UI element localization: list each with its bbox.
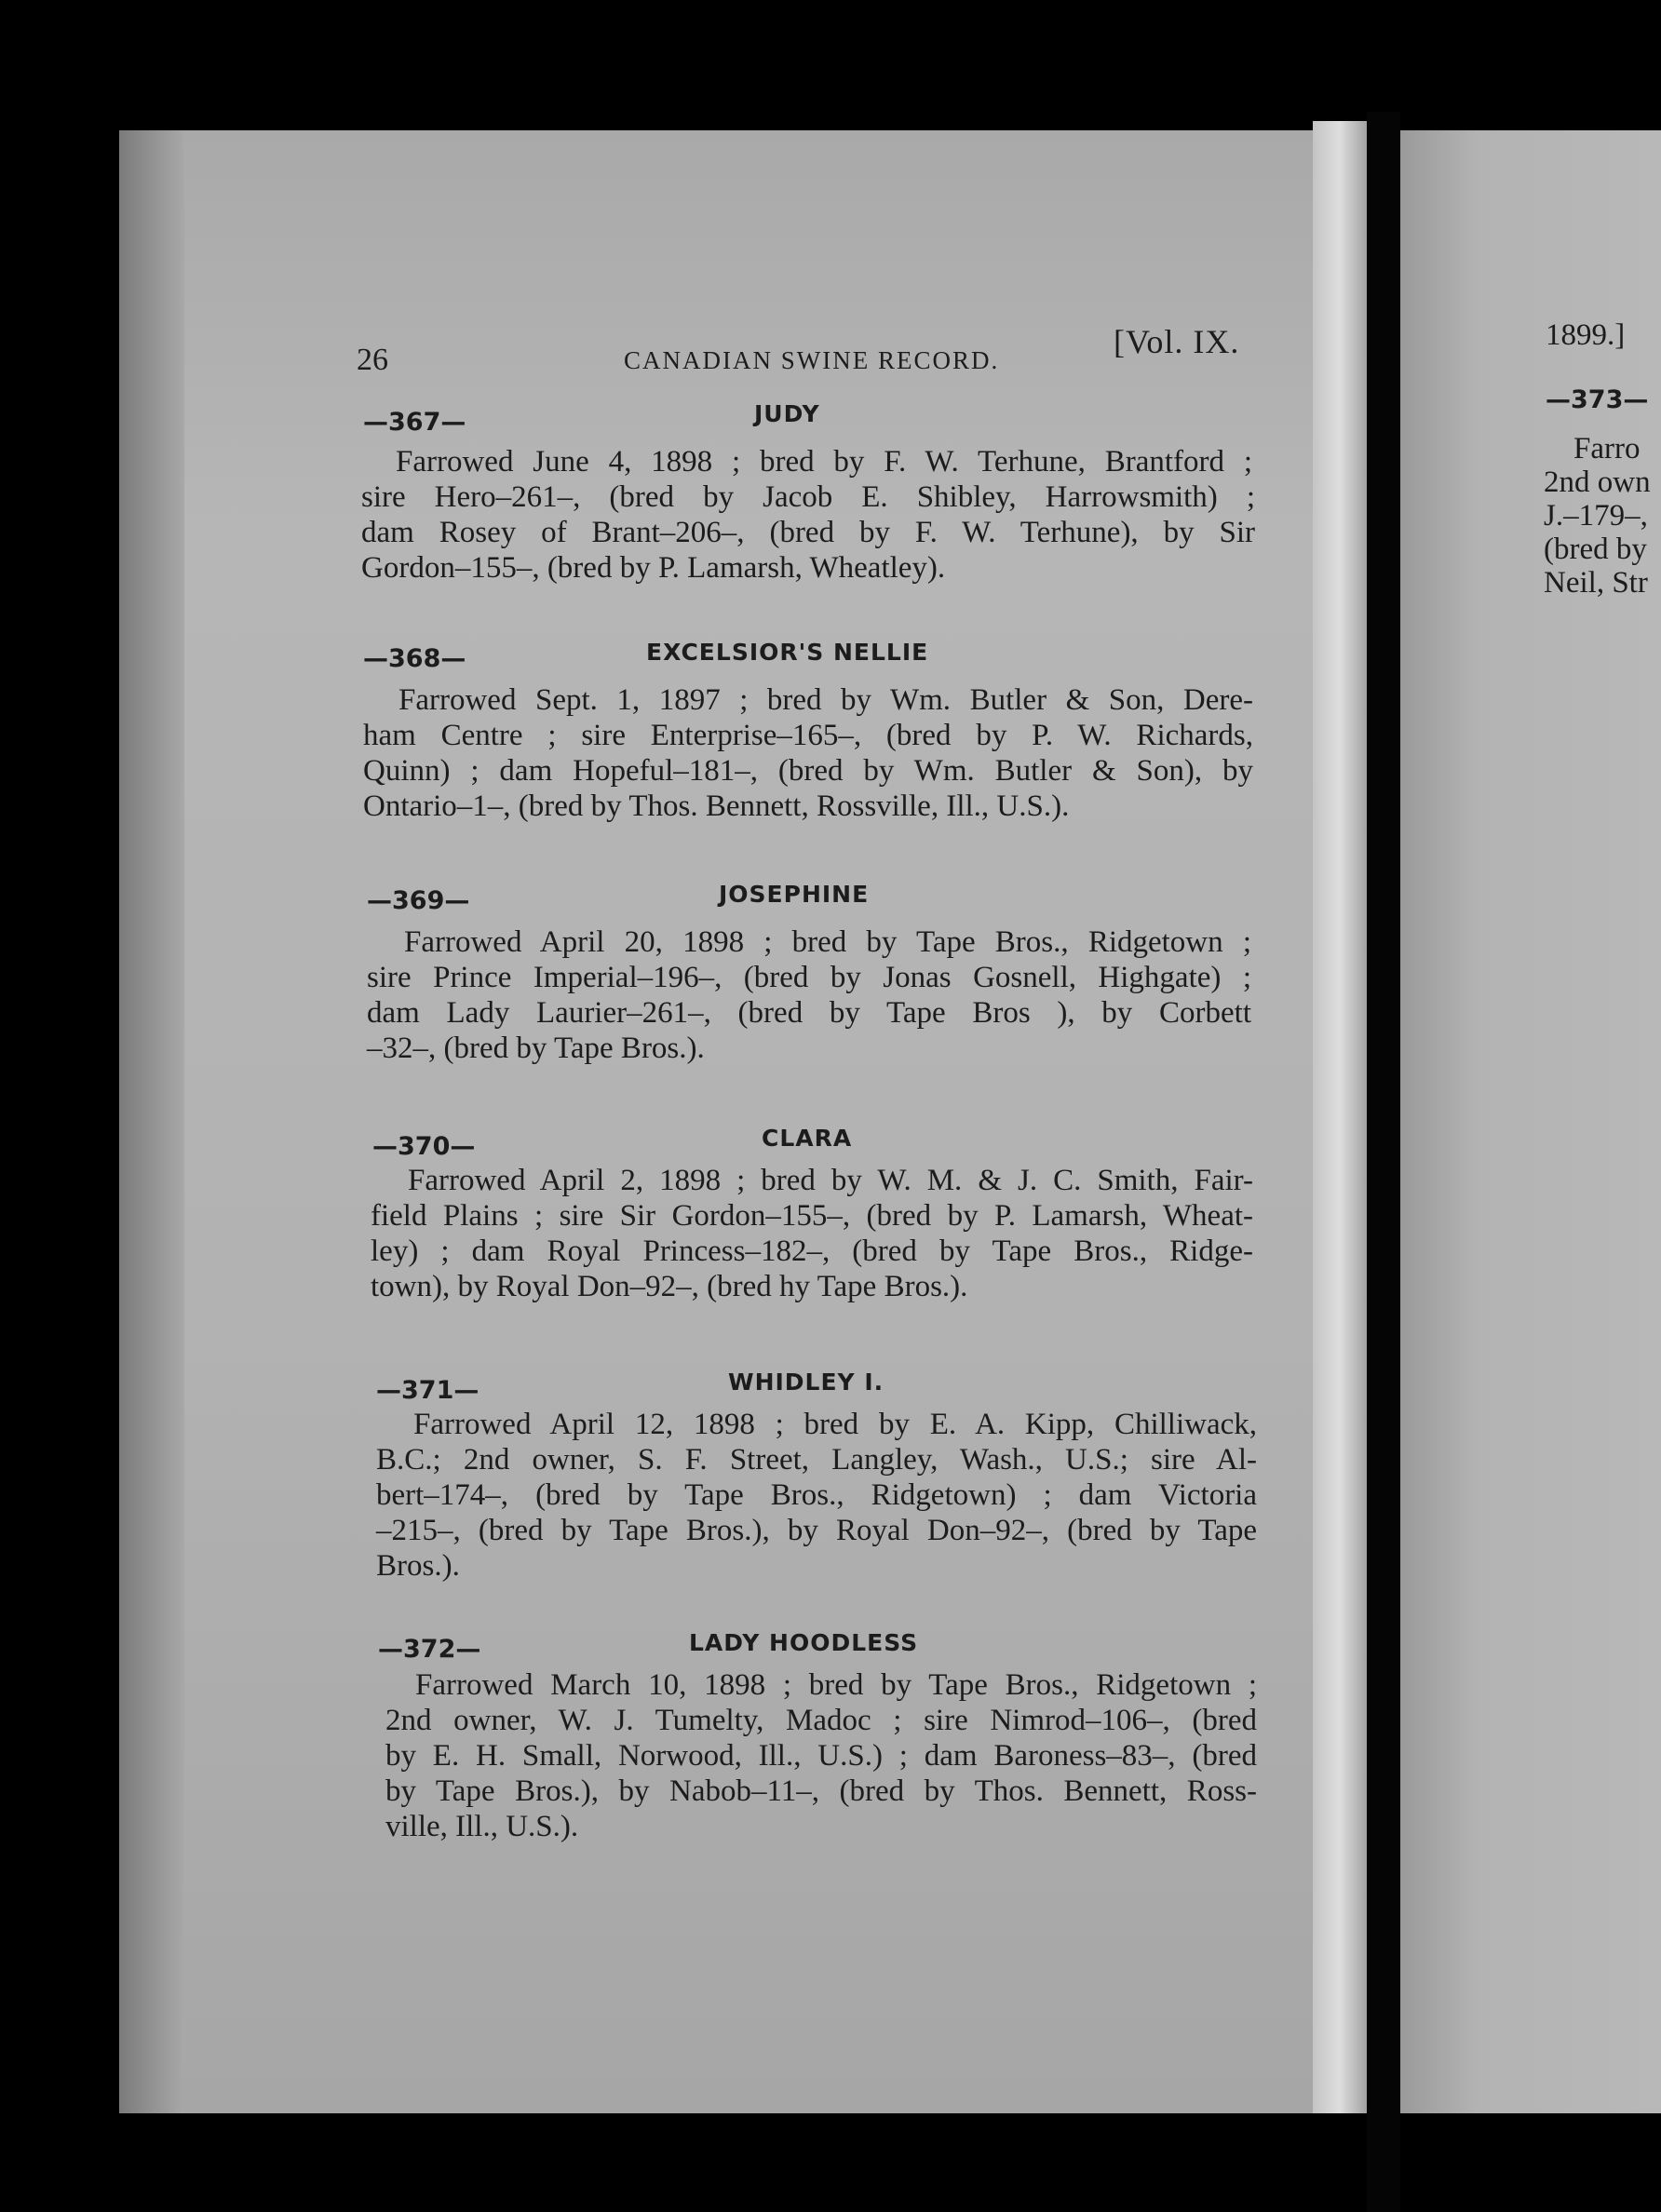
entry-number: —369— — [367, 886, 470, 915]
entry-name: CLARA — [762, 1125, 853, 1152]
entry-text-line: sire Prince Imperial–196–, (bred by Jonas Gosnell, Highgate) ; — [367, 961, 1251, 994]
entry-text-line: ham Centre ; sire Enterprise–165–, (bred by P. W. Richards, — [363, 719, 1253, 752]
entry-text-line: Farrowed April 12, 1898 ; bred by E. A. Kipp, Chilliwack, — [413, 1408, 1257, 1441]
entry-text-line: field Plains ; sire Sir Gordon–155–, (bred by P. Lamarsh, Wheat- — [371, 1199, 1253, 1233]
entry-text-line: B.C.; 2nd owner, S. F. Street, Langley, Wash., U.S.; sire Al- — [376, 1443, 1257, 1477]
entry-name: WHIDLEY I. — [728, 1369, 885, 1396]
entry-text-line: dam Lady Laurier–261–, (bred by Tape Bros ), by Corbett — [367, 996, 1251, 1030]
entry-name: LADY HOODLESS — [689, 1629, 919, 1656]
entry-text-line: Farrowed March 10, 1898 ; bred by Tape Bros., Ridgetown ; — [415, 1668, 1257, 1702]
right-entry-number: —373— — [1546, 385, 1649, 414]
left-page — [119, 130, 1367, 2113]
entry-text-line: Quinn) ; dam Hopeful–181–, (bred by Wm. Butler & Son), by — [363, 754, 1253, 788]
entry-name: JOSEPHINE — [719, 881, 870, 908]
entry-text-line: ville, Ill., U.S.). — [385, 1810, 579, 1843]
page-fold — [1313, 121, 1367, 2113]
running-title: CANADIAN SWINE RECORD. — [624, 346, 1000, 374]
right-page — [1400, 130, 1661, 2113]
right-text-line: Neil, Str — [1544, 566, 1648, 600]
entry-text-line: Farrowed June 4, 1898 ; bred by F. W. Terhune, Brantford ; — [396, 445, 1252, 479]
entry-text-line: by Tape Bros.), by Nabob–11–, (bred by Thos. Bennett, Ross- — [385, 1774, 1257, 1808]
volume-label: [Vol. IX. — [1114, 323, 1240, 360]
entry-text-line: by E. H. Small, Norwood, Ill., U.S.) ; dam Baroness–83–, (bred — [385, 1739, 1257, 1773]
entry-name: EXCELSIOR'S NELLIE — [646, 639, 929, 666]
entry-text-line: dam Rosey of Brant–206–, (bred by F. W. Terhune), by Sir — [361, 516, 1255, 549]
entry-text-line: 2nd owner, W. J. Tumelty, Madoc ; sire Nimrod–106–, (bred — [385, 1704, 1257, 1737]
entry-text-line: Ontario–1–, (bred by Thos. Bennett, Rossville, Ill., U.S.). — [363, 789, 1070, 823]
entry-text-line: –215–, (bred by Tape Bros.), by Royal Don–92–, (bred by Tape — [376, 1514, 1257, 1547]
entry-name: JUDY — [754, 400, 820, 427]
right-text-line: 2nd own — [1544, 465, 1651, 499]
entry-text-line: bert–174–, (bred by Tape Bros., Ridgetown) ; dam Victoria — [376, 1478, 1257, 1512]
right-text-line: (bred by — [1544, 533, 1647, 566]
entry-text-line: town), by Royal Don–92–, (bred hy Tape Bros.). — [371, 1270, 968, 1303]
entry-text-line: –32–, (bred by Tape Bros.). — [367, 1032, 705, 1065]
page-number: 26 — [357, 343, 388, 377]
right-page-year: 1899.] — [1546, 318, 1626, 352]
book-gutter — [1367, 112, 1400, 2212]
entry-number: —371— — [376, 1376, 479, 1405]
entry-text-line: sire Hero–261–, (bred by Jacob E. Shibley, Harrowsmith) ; — [361, 480, 1255, 514]
entry-text-line: Bros.). — [376, 1549, 460, 1583]
right-text-line: Farro — [1573, 432, 1641, 465]
entry-text-line: Farrowed April 20, 1898 ; bred by Tape Bros., Ridgetown ; — [404, 925, 1251, 959]
entry-number: —372— — [378, 1635, 481, 1664]
entry-number: —368— — [363, 644, 466, 673]
right-text-line: J.–179–, — [1544, 499, 1648, 533]
entry-text-line: Farrowed April 2, 1898 ; bred by W. M. & J. C. Smith, Fair- — [408, 1164, 1253, 1197]
entry-number: —367— — [363, 408, 466, 437]
entry-text-line: ley) ; dam Royal Princess–182–, (bred by Tape Bros., Ridge- — [371, 1234, 1253, 1268]
entry-text-line: Farrowed Sept. 1, 1897 ; bred by Wm. Butler & Son, Dere- — [398, 683, 1253, 717]
entry-number: —370— — [372, 1132, 476, 1161]
entry-text-line: Gordon–155–, (bred by P. Lamarsh, Wheatley). — [361, 551, 946, 585]
